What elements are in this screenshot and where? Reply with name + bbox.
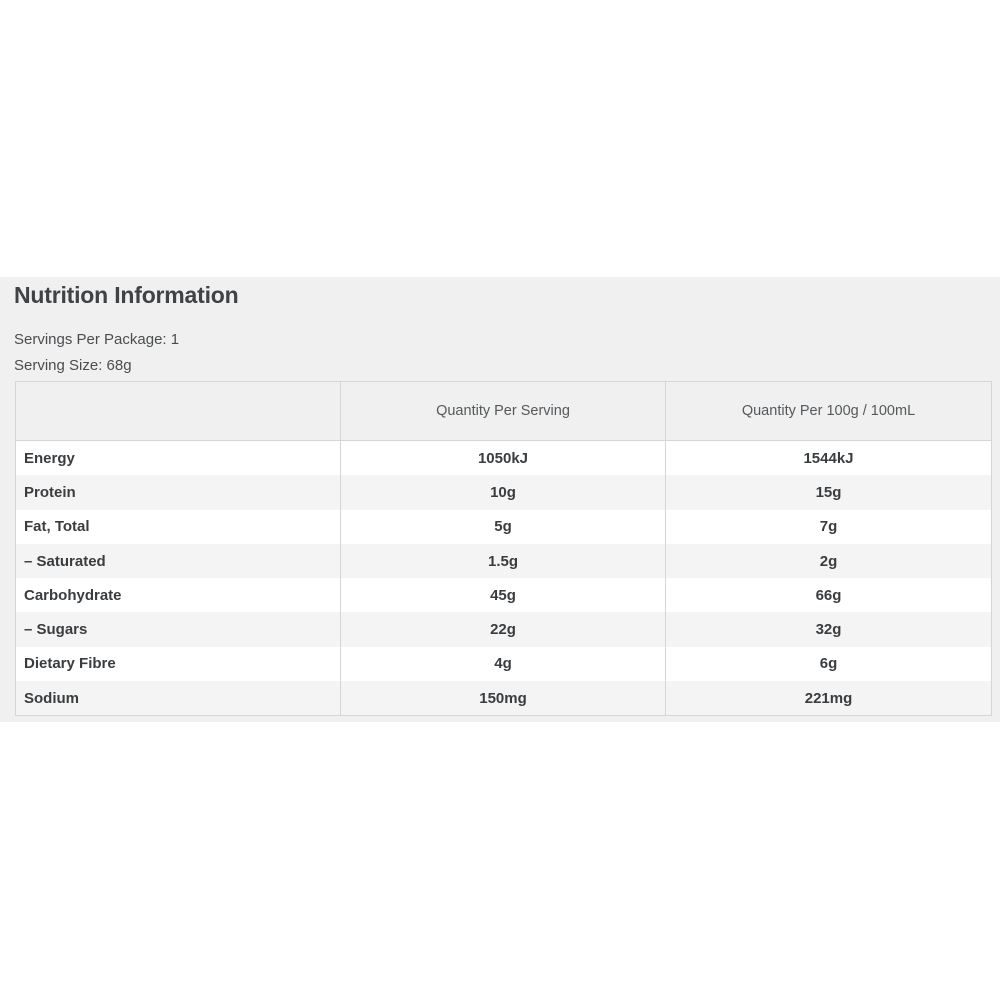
per-100-value: 66g [666, 578, 992, 612]
per-serving-value: 45g [341, 578, 666, 612]
nutrient-name: Fat, Total [16, 510, 341, 544]
nutrient-name: Energy [16, 441, 341, 476]
serving-size-label: Serving Size: [14, 357, 103, 374]
nutrition-title: Nutrition Information [14, 282, 239, 308]
table-header-row [16, 382, 992, 441]
nutrient-name: – Sugars [16, 612, 341, 646]
per-serving-value: 5g [341, 510, 666, 544]
servings-per-package-value: 1 [170, 331, 180, 348]
per-100-value: 7g [666, 510, 992, 544]
table-row [16, 475, 992, 509]
per-100-value: 2g [666, 544, 992, 578]
per-100-value: 32g [666, 612, 992, 646]
table-row [16, 647, 992, 681]
per-serving-value: 4g [341, 647, 666, 681]
nutrient-name: Carbohydrate [16, 578, 341, 612]
header-nutrient [16, 382, 341, 441]
table-row [16, 510, 992, 544]
servings-per-package-label: Servings Per Package: [14, 331, 167, 348]
table-row [16, 578, 992, 612]
nutrient-name: Dietary Fibre [16, 647, 341, 681]
header-per-100: Quantity Per 100g / 100mL [666, 382, 992, 441]
per-100-value: 15g [666, 475, 992, 509]
nutrient-name: Sodium [16, 681, 341, 716]
per-100-value: 1544kJ [666, 441, 992, 476]
nutrient-name: – Saturated [16, 544, 341, 578]
table-row [16, 612, 992, 646]
per-serving-value: 150mg [341, 681, 666, 716]
per-serving-value: 1.5g [341, 544, 666, 578]
table-row [16, 681, 992, 716]
per-serving-value: 22g [341, 612, 666, 646]
header-per-serving: Quantity Per Serving [341, 382, 666, 441]
per-serving-value: 10g [341, 475, 666, 509]
nutrition-table [15, 381, 992, 716]
nutrient-name: Protein [16, 475, 341, 509]
serving-size-value: 68g [106, 357, 132, 374]
table-row [16, 544, 992, 578]
per-serving-value: 1050kJ [341, 441, 666, 476]
per-100-value: 221mg [666, 681, 992, 716]
nutrition-panel [0, 277, 1000, 722]
servings-per-package [14, 330, 179, 350]
table-row [16, 441, 992, 476]
serving-size [14, 356, 132, 376]
per-100-value: 6g [666, 647, 992, 681]
